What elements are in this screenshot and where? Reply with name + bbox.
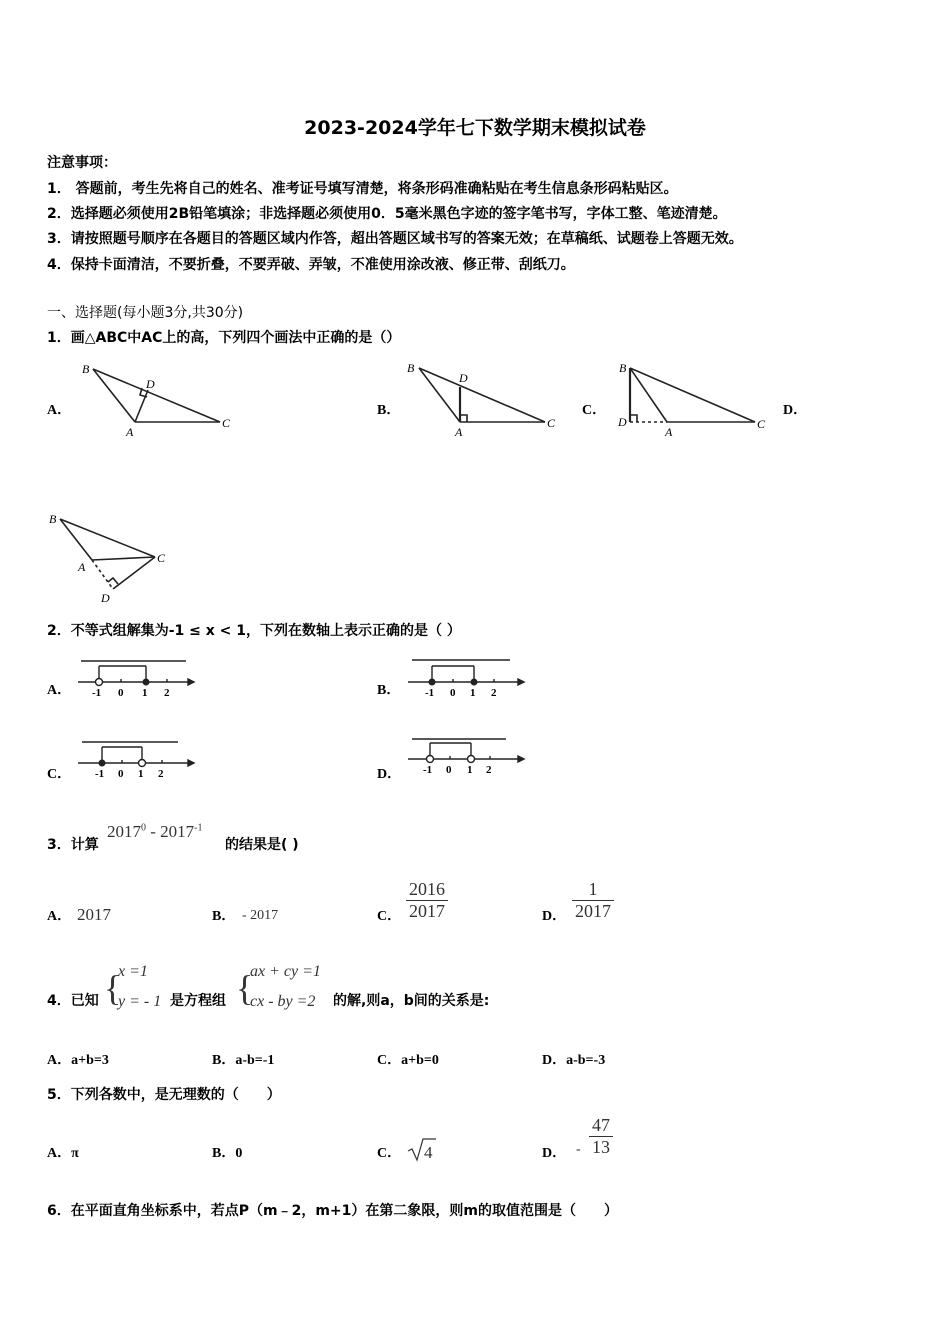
q5-option-c-radicand: 4: [424, 1143, 433, 1162]
q4-prefix: 4．已知: [47, 993, 99, 1009]
q5-option-b: B．0: [212, 1146, 243, 1161]
q3-option-a-value: 2017: [77, 905, 111, 924]
q4-middle: 是方程组: [170, 993, 226, 1009]
q3-option-c-fraction: [406, 879, 448, 922]
q1a-point-c: C: [222, 416, 231, 430]
notice-item-3: 3．请按照题号顺序在各题目的答题区域内作答，超出答题区域书写的答案无效；在草稿纸、试题卷上答题无效。: [47, 231, 743, 247]
q1-option-d-label: D．: [783, 403, 808, 418]
q3-option-c-numerator: 2016: [406, 879, 448, 901]
q5-option-d-denominator: 13: [592, 1137, 610, 1157]
q2-numberline-b: [408, 652, 528, 700]
q2c-tick-m1: -1: [95, 768, 105, 780]
q3-exp1: 0: [141, 822, 146, 834]
q1d-point-a: A: [78, 560, 86, 574]
q3-option-d-label: D．: [542, 909, 567, 924]
q4-option-b: B．a-b=-1: [212, 1053, 275, 1068]
q2-stem: 2．不等式组解集为-1 ≤ x < 1，下列在数轴上表示正确的是（ ）: [47, 623, 461, 639]
q1d-point-b: B: [49, 512, 57, 526]
q4-brace-2: {: [236, 968, 254, 1008]
q3-base1: 2017: [107, 822, 141, 841]
q4-option-c: C．a+b=0: [377, 1053, 439, 1068]
q4-sys1-line2: y = - 1: [118, 993, 162, 1010]
notice-heading: 注意事项：: [47, 155, 117, 171]
q1a-point-d: D: [146, 377, 155, 391]
section-heading: 一、选择题(每小题3分,共30分): [47, 305, 244, 321]
q1-figure-b: [405, 360, 565, 440]
q5-stem: 5．下列各数中，是无理数的（ ）: [47, 1087, 281, 1103]
q5-sqrt-symbol: [406, 1136, 436, 1164]
q2c-tick-1: 1: [138, 768, 144, 780]
q1-option-c-label: C．: [582, 403, 607, 418]
q1b-point-a: A: [455, 425, 463, 439]
q2-option-d-label: D．: [377, 767, 402, 782]
q1c-point-c: C: [757, 417, 766, 431]
q3-option-c-label: C．: [377, 909, 402, 924]
q1b-point-b: B: [407, 361, 415, 375]
q3-option-c-denominator: 2017: [409, 901, 445, 921]
notice-item-1: 1． 答题前，考生先将自己的姓名、准考证号填写清楚，将条形码准确粘贴在考生信息条形码粘贴区。: [47, 181, 678, 197]
q3-option-b-label: B．: [212, 909, 236, 924]
q2a-tick-1: 1: [142, 687, 148, 699]
q3-option-d-numerator: 1: [572, 879, 614, 901]
q1-figure-a: [80, 360, 240, 440]
q3-option-d-fraction: [572, 879, 614, 922]
q5-option-d-label: D．: [542, 1146, 567, 1161]
q3-base2: 2017: [160, 822, 195, 841]
notice-item-2: 2．选择题必须使用2B铅笔填涂；非选择题必须使用0．5毫米黑色字迹的签字笔书写，字体工整、笔迹清楚。: [47, 206, 727, 222]
q2a-tick-m1: -1: [92, 687, 102, 699]
q4-sys1-line1: x =1: [118, 963, 148, 980]
q2c-tick-0: 0: [118, 768, 124, 780]
q3-expression: [107, 822, 203, 842]
q2-numberline-d: [408, 735, 528, 783]
q3-suffix: 的结果是( ): [225, 837, 299, 853]
notice-item-4: 4．保持卡面清洁，不要折叠，不要弄破、弄皱，不准使用涂改液、修正带、刮纸刀。: [47, 257, 575, 273]
q1d-point-d: D: [101, 591, 110, 605]
q4-option-a: A．a+b=3: [47, 1053, 109, 1068]
q5-option-a: A．π: [47, 1146, 79, 1161]
q5-option-d-numerator: 47: [589, 1115, 613, 1137]
q2d-tick-1: 1: [467, 764, 473, 776]
q1c-point-a: A: [665, 425, 673, 439]
q2-option-c-label: C．: [47, 767, 72, 782]
q3-minus: -: [150, 822, 156, 841]
q4-sys2-line1: ax + cy =1: [250, 963, 321, 980]
q1b-point-d: D: [459, 371, 468, 385]
q2b-tick-0: 0: [450, 687, 456, 699]
q2b-tick-2: 2: [491, 687, 497, 699]
q3-prefix: 3．计算: [47, 837, 99, 853]
q2-numberline-c: [78, 735, 198, 783]
q3-option-a-label: A．: [47, 909, 72, 924]
q2b-tick-m1: -1: [425, 687, 435, 699]
q2-numberline-a: [78, 652, 198, 700]
q2b-tick-1: 1: [470, 687, 476, 699]
q3-exp2: -1: [194, 822, 203, 834]
q3-option-b-value: - 2017: [242, 908, 279, 923]
q4-sys2-line2: cx - by =2: [250, 993, 316, 1010]
q1d-point-c: C: [157, 551, 166, 565]
q2-option-b-label: B．: [377, 683, 401, 698]
q2a-tick-2: 2: [164, 687, 170, 699]
q1-figure-c: [615, 360, 775, 440]
q1c-point-b: B: [619, 361, 627, 375]
q1c-point-d: D: [618, 415, 627, 429]
q6-stem: 6．在平面直角坐标系中，若点P（m﹣2，m+1）在第二象限，则m的取值范围是（ ）: [47, 1203, 618, 1219]
q5-option-c-label: C．: [377, 1146, 402, 1161]
q3-option-d-denominator: 2017: [575, 901, 611, 921]
q5-option-d-sign: -: [576, 1142, 581, 1157]
q2d-tick-m1: -1: [423, 764, 433, 776]
q2-option-a-label: A．: [47, 683, 72, 698]
q5-option-d-fraction: [589, 1115, 613, 1158]
q1a-point-a: A: [126, 425, 134, 439]
q1-figure-d: [45, 505, 175, 605]
q4-brace-1: {: [104, 968, 122, 1008]
q2d-tick-2: 2: [486, 764, 492, 776]
q1a-point-b: B: [82, 362, 90, 376]
q2a-tick-0: 0: [118, 687, 124, 699]
q1-option-a-label: A．: [47, 403, 72, 418]
page-title: 2023-2024学年七下数学期末模拟试卷: [304, 117, 646, 139]
q1b-point-c: C: [547, 416, 556, 430]
q2c-tick-2: 2: [158, 768, 164, 780]
q4-suffix: 的解,则a，b间的关系是:: [333, 993, 490, 1009]
q1-option-b-label: B．: [377, 403, 401, 418]
q4-option-d: D．a-b=-3: [542, 1053, 606, 1068]
q2d-tick-0: 0: [446, 764, 452, 776]
q1-stem: 1．画△ABC中AC上的高，下列四个画法中正确的是（）: [47, 330, 401, 346]
